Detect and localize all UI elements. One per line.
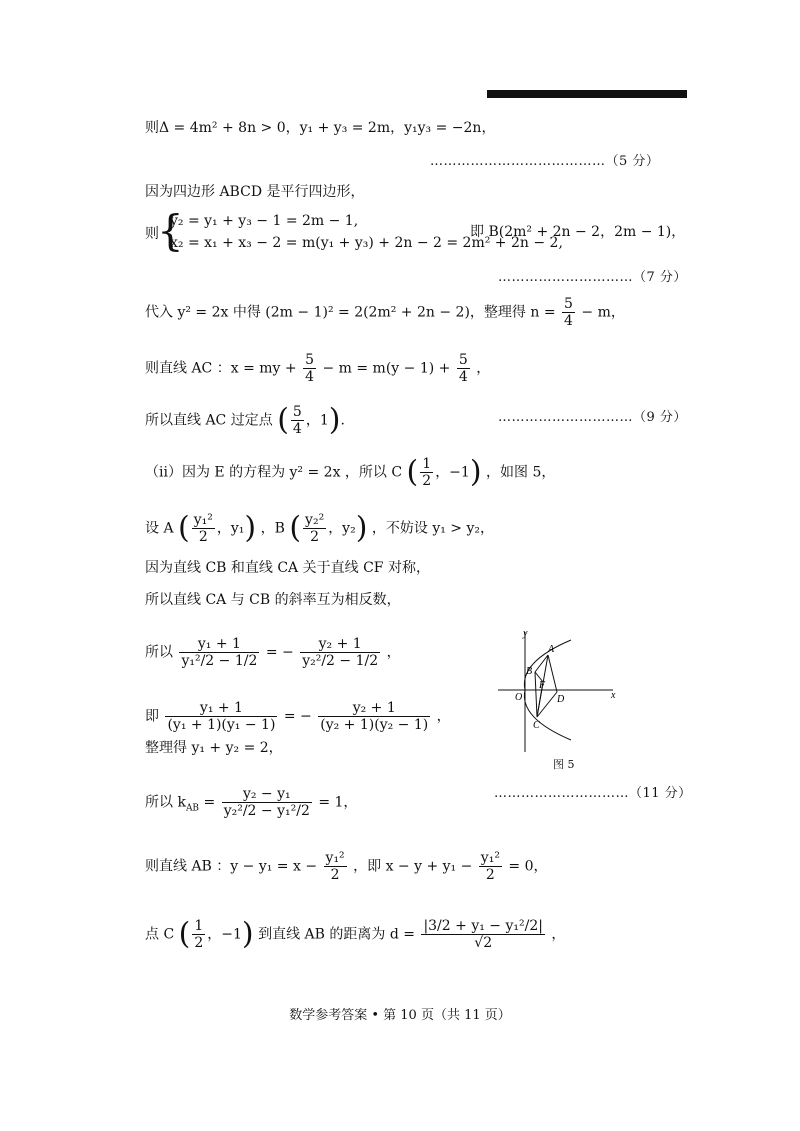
segment-DC: [537, 692, 557, 717]
text-line-10: [145, 636, 401, 669]
fraction-y1sq-2: [324, 850, 347, 883]
numerator: y₁²: [325, 850, 345, 866]
line-7-e: ，y₂: [328, 520, 356, 537]
score-5: …………………………………（5 分）: [430, 154, 660, 169]
text-line-3: [145, 296, 625, 329]
numerator: 1: [194, 918, 204, 934]
denominator: 4: [564, 313, 573, 329]
line-7-b: ，y₁: [216, 520, 245, 537]
denominator: 2: [194, 935, 204, 951]
fraction-right: [318, 700, 430, 733]
denominator: 2: [485, 867, 495, 883]
text-line-13: [145, 786, 357, 819]
denominator: 2: [330, 867, 340, 883]
numerator: y₂²: [305, 512, 325, 528]
line-15-e: ，: [551, 926, 566, 943]
denominator: y₁²/2 − 1/2: [181, 653, 258, 669]
denominator: 4: [458, 369, 468, 385]
denominator: (y₁ + 1)(y₁ − 1): [167, 717, 276, 733]
fraction-y1sq-2: [479, 850, 502, 883]
line-7-a: 设 A: [145, 520, 174, 537]
denominator: y₂²/2 − y₁²/2: [223, 803, 310, 819]
fraction-5-4: [291, 404, 304, 437]
line-11-a: 即: [145, 708, 159, 725]
fraction-left: [179, 636, 259, 669]
denominator: 2: [198, 529, 208, 545]
text-line-9: 所以直线 CA 与 CB 的斜率互为相反数，: [145, 592, 401, 608]
line-4-c: ，: [476, 360, 491, 377]
text-line-11: [145, 700, 451, 733]
score-11: …………………………（11 分）: [494, 786, 692, 801]
figure-caption: 图 5: [553, 758, 575, 771]
line-5-b: ，1: [305, 412, 329, 429]
fraction-5-4: [562, 296, 575, 329]
line-13-a: 所以 k: [145, 794, 186, 811]
fraction-5-4: [457, 352, 470, 385]
system-eq-1: y₂ = y₁ + y₃ − 1 = 2m − 1,: [170, 213, 359, 229]
label-y: y: [523, 628, 528, 639]
text-line-1: 则Δ = 4m² + 8n > 0，y₁ + y₃ = 2m，y₁y₃ = −2n，: [145, 120, 496, 136]
numerator: 5: [458, 352, 468, 368]
text-line-5: 所以直线 AC 过定点 ( $\frac{5}{4}$ ，1).: [145, 402, 345, 438]
line-6-b: ，−1: [435, 464, 470, 481]
text-line-12: 整理得 y₁ + y₂ = 2，: [145, 740, 283, 756]
line-14-c: = 0，: [508, 858, 548, 875]
numerator: 5: [292, 404, 302, 420]
line-14-a: 则直线 AB ：y − y₁ = x −: [145, 858, 318, 875]
equals-minus: = −: [265, 644, 294, 661]
denominator: 2: [310, 529, 320, 545]
numerator: y₂ + 1: [318, 700, 430, 717]
text-line-14: [145, 850, 547, 883]
score-7: …………………………（7 分）: [498, 270, 687, 285]
line-15-a: 点 C: [145, 926, 175, 943]
label-A: A: [548, 644, 555, 655]
line-14-b: ，即 x − y + y₁ −: [353, 858, 473, 875]
line-3-a: 代入 y² = 2x 中得 (2m − 1)² = 2(2m² + 2n − 2)，整理得 n =: [145, 304, 556, 321]
text-line-2: 因为四边形 ABCD 是平行四边形，: [145, 184, 365, 200]
fraction-slope: [222, 786, 312, 819]
equals: =: [203, 794, 216, 811]
line-7-c: ，B: [260, 520, 285, 537]
system-result: 即 B(2m² + 2n − 2，2m − 1)，: [470, 224, 686, 240]
text-line-7: 设 A ( $\frac{\text{y₁²}}{2}$ ，y₁) ，B ( $\frac{\text{y₂²}}{2}$ ，y₂) ，不妨设 y₁ > y₂，: [145, 510, 495, 546]
numerator: 5: [305, 352, 314, 368]
line-3-b: − m，: [581, 304, 625, 321]
fraction-y2sq-2: [303, 512, 326, 545]
text-line-6: （ii）因为 E 的方程为 y² = 2x ，所以 C ( $\frac{1}{2}$ ，−1) ，如图 5，: [145, 454, 556, 490]
numerator: 1: [422, 456, 432, 472]
denominator: y₂²/2 − 1/2: [302, 653, 379, 669]
line-15-b: ，−1: [207, 926, 242, 943]
line-10-a: 所以: [145, 644, 173, 661]
line-5-c: .: [340, 412, 345, 429]
numerator: y₁ + 1: [179, 636, 259, 653]
segment-AD: [548, 655, 557, 692]
header-bar: [487, 90, 687, 98]
line-7-f: ，不妨设 y₁ > y₂，: [371, 520, 495, 537]
label-x: x: [611, 690, 616, 701]
figure-5: [493, 622, 623, 758]
system-eq-2: x₂ = x₁ + x₃ − 2 = m(y₁ + y₃) + 2n − 2 = 2m² + 2n − 2,: [170, 235, 563, 251]
numerator: y₁ + 1: [165, 700, 277, 717]
fraction-y1sq-2: [192, 512, 215, 545]
fraction-5-4: [303, 352, 316, 385]
fraction-distance: [421, 918, 545, 951]
line-6-a: （ii）因为 E 的方程为 y² = 2x ，所以 C: [145, 464, 403, 481]
fraction-1-2: [420, 456, 433, 489]
numerator: y₁²: [193, 512, 213, 528]
score-9: …………………………（9 分）: [498, 410, 687, 425]
line-15-c: 到直线 AB 的距离为 d =: [258, 926, 415, 943]
line-4-a: 则直线 AC ：x = my +: [145, 360, 297, 377]
line-6-c: ，如图 5，: [486, 464, 556, 481]
label-C: C: [533, 720, 540, 731]
figure-5-diagram: [493, 622, 623, 754]
numerator: y₂ − y₁: [222, 786, 312, 803]
system-prefix: 则: [145, 226, 159, 242]
segment-BC: [535, 672, 537, 717]
numerator: 5: [564, 296, 573, 312]
numerator: |3/2 + y₁ − y₁²/2|: [423, 918, 543, 934]
line-10-c: ，: [386, 644, 401, 661]
text-line-15: 点 C ( $\frac{1}{2}$ ，−1) 到直线 AB 的距离为 d = $\frac{\text{|3/2 + y₁ − y₁²/2|}}{√2}$ ，: [145, 916, 566, 952]
label-D: D: [557, 694, 565, 705]
fraction-1-2: [192, 918, 205, 951]
fraction-left: [165, 700, 277, 733]
label-F: F: [539, 680, 546, 691]
text-line-4: [145, 352, 490, 385]
line-4-b: − m = m(y − 1) +: [322, 360, 451, 377]
label-B: B: [526, 666, 533, 677]
numerator: y₂ + 1: [300, 636, 380, 653]
numerator: y₁²: [480, 850, 500, 866]
text-line-8: 因为直线 CB 和直线 CA 关于直线 CF 对称，: [145, 560, 430, 576]
denominator: √2: [474, 935, 493, 951]
system-brace: {: [157, 206, 184, 255]
equals-minus: = −: [283, 708, 312, 725]
denominator: 2: [422, 473, 432, 489]
line-13-b: = 1，: [318, 794, 358, 811]
page-footer: 数学参考答案 • 第 10 页（共 11 页）: [289, 1008, 511, 1023]
denominator: 4: [305, 369, 314, 385]
subscript-ab: AB: [185, 803, 200, 814]
denominator: (y₂ + 1)(y₂ − 1): [320, 717, 429, 733]
fraction-right: [300, 636, 380, 669]
line-5-a: 所以直线 AC 过定点: [145, 412, 273, 429]
denominator: 4: [292, 421, 302, 437]
label-O: O: [515, 692, 523, 703]
line-11-c: ，: [436, 708, 451, 725]
